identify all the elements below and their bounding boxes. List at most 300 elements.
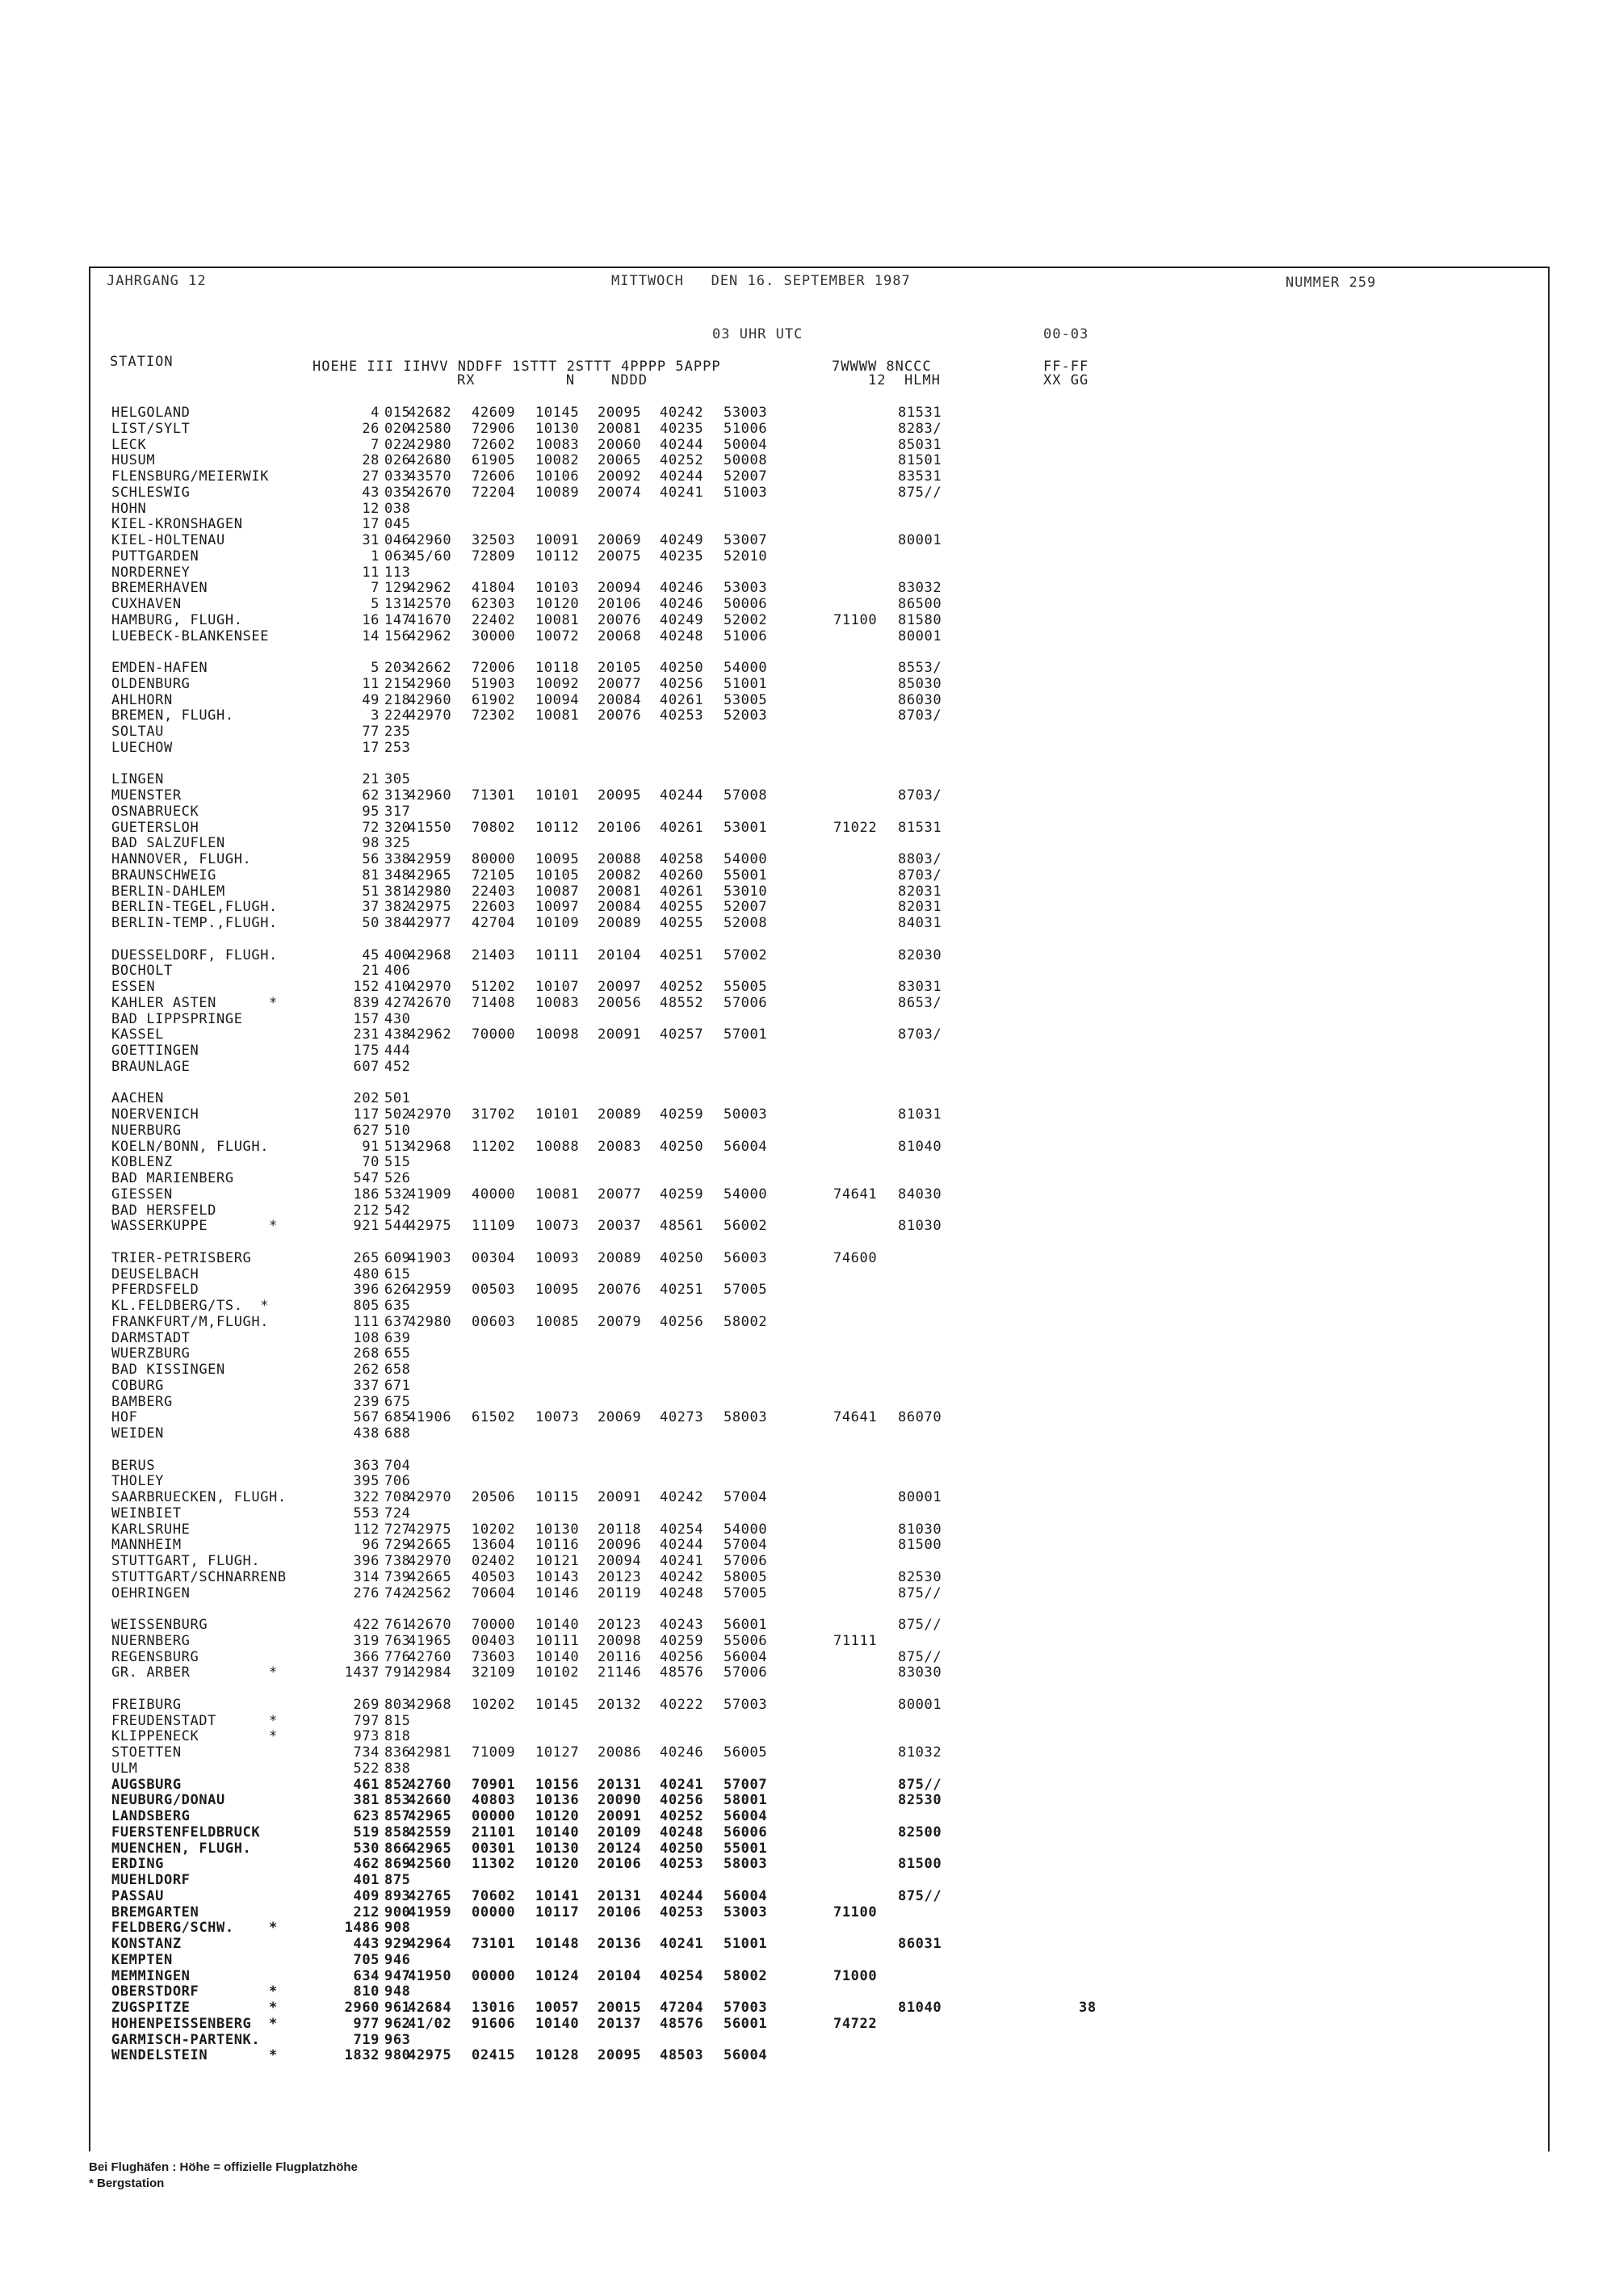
obs-value: 40255	[660, 915, 704, 931]
station-name: GOETTINGEN	[111, 1043, 199, 1059]
table-row	[100, 916, 1537, 932]
station-id: 526	[384, 1170, 411, 1186]
station-id: 382	[384, 899, 411, 916]
table-row	[100, 980, 1537, 996]
obs-value: 40251	[660, 947, 704, 963]
obs-value: 40261	[660, 691, 704, 708]
obs-value: 55006	[724, 1632, 768, 1649]
station-id: 724	[384, 1505, 411, 1522]
obs-value: 72302	[472, 707, 516, 724]
obs-value: 52003	[724, 707, 768, 724]
obs-value: 20075	[598, 548, 642, 565]
table-row	[100, 741, 1537, 757]
obs-value: 10145	[535, 405, 580, 421]
station-height: 2960	[344, 2000, 380, 2016]
obs-value: 10145	[535, 1696, 580, 1713]
table-row	[100, 1554, 1537, 1570]
station-id: 015	[384, 405, 411, 421]
station-name: HOHENPEISSENBERG *	[111, 2015, 278, 2032]
table-row	[100, 1107, 1537, 1123]
obs-value: 82030	[898, 947, 942, 963]
station-name: BREMGARTEN	[111, 1904, 199, 1920]
station-height: 28	[362, 452, 380, 469]
station-height: 438	[353, 1425, 380, 1442]
table-row	[100, 1315, 1537, 1331]
station-id: 738	[384, 1553, 411, 1569]
obs-value: 81501	[898, 452, 942, 469]
obs-value: 40252	[660, 979, 704, 995]
obs-value: 86030	[898, 691, 942, 708]
station-name: NUERBURG	[111, 1122, 182, 1139]
obs-value: 74641	[833, 1409, 878, 1426]
station-name: FREUDENSTADT *	[111, 1712, 278, 1729]
obs-value: 20131	[598, 1887, 642, 1904]
station-id: 704	[384, 1457, 411, 1474]
station-id: 063	[384, 548, 411, 565]
station-name: AACHEN	[111, 1090, 165, 1107]
obs-value: 57002	[724, 947, 768, 963]
station-height: 186	[353, 1186, 380, 1203]
obs-value: 21101	[472, 1824, 516, 1841]
station-id: 430	[384, 1010, 411, 1027]
station-height: 797	[353, 1712, 380, 1729]
station-height: 21	[362, 963, 380, 980]
obs-value: 42970	[408, 1106, 452, 1123]
obs-value: 70901	[472, 1776, 516, 1793]
obs-value: 40244	[660, 787, 704, 804]
table-row	[100, 1937, 1537, 1953]
obs-value: 20091	[598, 1489, 642, 1505]
obs-value: 42984	[408, 1664, 452, 1681]
obs-value: 85031	[898, 436, 942, 453]
table-row	[100, 1140, 1537, 1156]
table-row	[100, 2048, 1537, 2064]
obs-value: 86031	[898, 1936, 942, 1952]
obs-value: 71100	[833, 1904, 878, 1920]
obs-value: 20094	[598, 580, 642, 597]
table-row	[100, 1426, 1537, 1442]
obs-value: 10072	[535, 628, 580, 644]
obs-value: 20124	[598, 1840, 642, 1857]
obs-value: 10116	[535, 1537, 580, 1554]
obs-value: 50008	[724, 452, 768, 469]
obs-value: 20084	[598, 899, 642, 916]
obs-value: 71301	[472, 787, 516, 804]
station-height: 108	[353, 1329, 380, 1346]
station-name: BOCHOLT	[111, 963, 173, 980]
issue-number: NUMMER 259	[1286, 275, 1377, 291]
obs-value: 20106	[598, 1856, 642, 1873]
station-name: BAD LIPPSPRINGE	[111, 1010, 243, 1027]
obs-value: 20074	[598, 484, 642, 501]
station-height: 11	[362, 564, 380, 581]
obs-value: 42964	[408, 1936, 452, 1952]
report-date: MITTWOCH DEN 16. SEPTEMBER 1987	[611, 273, 911, 289]
obs-value: 00000	[472, 1904, 516, 1920]
obs-value: 22402	[472, 611, 516, 628]
obs-value: 42684	[408, 2000, 452, 2016]
obs-value: 8553/	[898, 660, 942, 676]
obs-value: 10111	[535, 1632, 580, 1649]
obs-value: 51003	[724, 484, 768, 501]
obs-value: 42975	[408, 1521, 452, 1538]
column-header-line1: HOEHE III IIHVV NDDFF 1STTT 2STTT 4PPPP 5APPP	[313, 359, 721, 375]
obs-value: 11202	[472, 1138, 516, 1155]
table-row	[100, 1522, 1537, 1538]
range-label: 00-03	[1043, 326, 1089, 342]
station-name: NUERNBERG	[111, 1632, 191, 1649]
station-id: 803	[384, 1696, 411, 1713]
obs-value: 56001	[724, 1617, 768, 1633]
obs-value: 20506	[472, 1489, 516, 1505]
obs-value: 81531	[898, 405, 942, 421]
obs-value: 42959	[408, 851, 452, 867]
obs-value: 20076	[598, 1282, 642, 1299]
station-id: 961	[384, 2000, 411, 2016]
obs-value: 56003	[724, 1249, 768, 1266]
station-name: BERLIN-TEMP.,FLUGH.	[111, 915, 278, 931]
table-row	[100, 1299, 1537, 1315]
obs-value: 40257	[660, 1026, 704, 1043]
obs-value: 50006	[724, 596, 768, 612]
obs-value: 42765	[408, 1887, 452, 1904]
station-height: 111	[353, 1313, 380, 1330]
station-name: KIEL-KRONSHAGEN	[111, 516, 243, 533]
obs-value: 84030	[898, 1186, 942, 1203]
obs-value: 51202	[472, 979, 516, 995]
station-name: FUERSTENFELDBRUCK	[111, 1824, 261, 1841]
station-id: 022	[384, 436, 411, 453]
station-height: 26	[362, 420, 380, 437]
obs-value: 86500	[898, 596, 942, 612]
station-name: PFERDSFELD	[111, 1282, 199, 1299]
station-name: GR. ARBER *	[111, 1664, 278, 1681]
obs-value: 40222	[660, 1696, 704, 1713]
obs-value: 84031	[898, 915, 942, 931]
station-height: 395	[353, 1473, 380, 1490]
obs-value: 10087	[535, 883, 580, 900]
station-height: 363	[353, 1457, 380, 1474]
table-row	[100, 565, 1537, 581]
station-id: 444	[384, 1043, 411, 1059]
station-name: AUGSBURG	[111, 1776, 182, 1793]
station-height: 480	[353, 1266, 380, 1282]
station-height: 268	[353, 1345, 380, 1362]
obs-value: 56002	[724, 1218, 768, 1235]
station-height: 810	[353, 1983, 380, 2000]
obs-value: 10073	[535, 1218, 580, 1235]
obs-value: 72006	[472, 660, 516, 676]
table-row	[100, 1793, 1537, 1809]
obs-value: 13604	[472, 1537, 516, 1554]
obs-value: 91606	[472, 2015, 516, 2032]
station-height: 4	[371, 405, 380, 421]
station-height: 14	[362, 628, 380, 644]
obs-value: 10130	[535, 1840, 580, 1857]
station-id: 313	[384, 787, 411, 804]
station-height: 337	[353, 1377, 380, 1394]
obs-value: 53003	[724, 405, 768, 421]
obs-value: 41670	[408, 611, 452, 628]
station-height: 276	[353, 1585, 380, 1601]
column-header-7w: 7WWWW 8NCCC	[832, 359, 932, 375]
station-name: SCHLESWIG	[111, 484, 191, 501]
obs-value: 42968	[408, 1138, 452, 1155]
station-id: 947	[384, 1967, 411, 1984]
obs-value: 80001	[898, 1696, 942, 1713]
table-row	[100, 788, 1537, 804]
station-name: FREIBURG	[111, 1696, 182, 1713]
station-name: NEUBURG/DONAU	[111, 1792, 225, 1809]
station-id: 046	[384, 532, 411, 548]
table-row	[100, 581, 1537, 597]
table-row	[100, 1076, 1537, 1092]
obs-value: 42980	[408, 436, 452, 453]
station-height: 366	[353, 1648, 380, 1665]
station-height: 322	[353, 1489, 380, 1505]
obs-value: 42680	[408, 452, 452, 469]
station-height: 157	[353, 1010, 380, 1027]
obs-value: 40254	[660, 1967, 704, 1984]
obs-value: 57004	[724, 1537, 768, 1554]
table-row	[100, 1171, 1537, 1187]
obs-value: 10109	[535, 915, 580, 931]
station-name: BAD SALZUFLEN	[111, 835, 225, 852]
obs-value: 20077	[598, 675, 642, 692]
obs-value: 10148	[535, 1936, 580, 1952]
station-name: LUECHOW	[111, 739, 173, 756]
table-row	[100, 1346, 1537, 1362]
station-id: 818	[384, 1728, 411, 1745]
station-id: 946	[384, 1951, 411, 1968]
station-id: 502	[384, 1106, 411, 1123]
station-id: 791	[384, 1664, 411, 1681]
table-row	[100, 1155, 1537, 1171]
obs-value: 72809	[472, 548, 516, 565]
station-id: 893	[384, 1887, 411, 1904]
station-name: STUTTGART/SCHNARRENB	[111, 1568, 287, 1585]
station-id: 129	[384, 580, 411, 597]
table-row	[100, 1331, 1537, 1347]
obs-value: 20082	[598, 867, 642, 884]
table-row	[100, 1379, 1537, 1395]
obs-value: 10106	[535, 468, 580, 485]
obs-value: 41909	[408, 1186, 452, 1203]
obs-value: 10120	[535, 1808, 580, 1824]
station-height: 705	[353, 1951, 380, 1968]
obs-value: 42559	[408, 1824, 452, 1841]
station-name: BERLIN-DAHLEM	[111, 883, 225, 900]
obs-value: 20106	[598, 596, 642, 612]
obs-value: 56005	[724, 1744, 768, 1761]
obs-value: 56004	[724, 1138, 768, 1155]
obs-value: 40241	[660, 1776, 704, 1793]
obs-value: 52007	[724, 899, 768, 916]
table-row	[100, 1219, 1537, 1235]
station-name: OLDENBURG	[111, 675, 191, 692]
table-row	[100, 1043, 1537, 1060]
obs-value: 20081	[598, 883, 642, 900]
obs-value: 20089	[598, 1249, 642, 1266]
station-id: 381	[384, 883, 411, 900]
obs-value: 10136	[535, 1792, 580, 1809]
obs-value: 875//	[898, 1585, 942, 1601]
obs-value: 57005	[724, 1585, 768, 1601]
station-height: 319	[353, 1632, 380, 1649]
station-name: LINGEN	[111, 771, 165, 788]
table-row	[100, 438, 1537, 454]
obs-value: 40246	[660, 596, 704, 612]
obs-value: 40243	[660, 1617, 704, 1633]
obs-value: 02402	[472, 1553, 516, 1569]
obs-value: 10092	[535, 675, 580, 692]
column-header-ff: FF-FF	[1043, 359, 1089, 375]
station-name: ESSEN	[111, 979, 156, 995]
station-name: MEMMINGEN	[111, 1967, 191, 1984]
obs-value: 10073	[535, 1409, 580, 1426]
table-row	[100, 1969, 1537, 1985]
obs-value: 22603	[472, 899, 516, 916]
obs-value: 10089	[535, 484, 580, 501]
obs-value: 81030	[898, 1521, 942, 1538]
obs-value: 10101	[535, 787, 580, 804]
obs-value: 40241	[660, 484, 704, 501]
obs-value: 71408	[472, 994, 516, 1011]
obs-value: 40246	[660, 580, 704, 597]
obs-value: 10112	[535, 819, 580, 836]
obs-value: 20104	[598, 947, 642, 963]
obs-value: 10112	[535, 548, 580, 565]
obs-value: 42968	[408, 1696, 452, 1713]
obs-value: 11302	[472, 1856, 516, 1873]
station-id: 253	[384, 739, 411, 756]
obs-value: 83030	[898, 1664, 942, 1681]
obs-value: 31702	[472, 1106, 516, 1123]
obs-value: 57003	[724, 1696, 768, 1713]
station-height: 443	[353, 1936, 380, 1952]
obs-value: 20105	[598, 660, 642, 676]
obs-value: 54000	[724, 851, 768, 867]
table-row	[100, 502, 1537, 518]
table-row	[100, 1123, 1537, 1140]
station-id: 147	[384, 611, 411, 628]
station-height: 1437	[344, 1664, 380, 1681]
station-height: 175	[353, 1043, 380, 1059]
obs-value: 20118	[598, 1521, 642, 1538]
station-name: HOF	[111, 1409, 138, 1426]
table-row	[100, 2033, 1537, 2049]
obs-value: 00304	[472, 1249, 516, 1266]
table-row	[100, 804, 1537, 821]
station-name: ULM	[111, 1760, 138, 1777]
table-row	[100, 1681, 1537, 1698]
obs-value: 40235	[660, 420, 704, 437]
station-name: REGENSBURG	[111, 1648, 199, 1665]
obs-value: 20104	[598, 1967, 642, 1984]
obs-value: 57008	[724, 787, 768, 804]
obs-value: 40000	[472, 1186, 516, 1203]
station-id: 020	[384, 420, 411, 437]
station-name: FLENSBURG/MEIERWIK	[111, 468, 270, 485]
obs-value: 20056	[598, 994, 642, 1011]
obs-value: 53005	[724, 691, 768, 708]
station-id: 510	[384, 1122, 411, 1139]
obs-value: 45/60	[408, 548, 452, 565]
obs-value: 42970	[408, 707, 452, 724]
obs-value: 42960	[408, 787, 452, 804]
obs-value: 10098	[535, 1026, 580, 1043]
obs-value: 40250	[660, 660, 704, 676]
obs-value: 40244	[660, 436, 704, 453]
station-height: 805	[353, 1298, 380, 1314]
station-height: 56	[362, 851, 380, 867]
obs-value: 54000	[724, 1186, 768, 1203]
table-row	[100, 677, 1537, 693]
obs-value: 875//	[898, 1648, 942, 1665]
station-name: KL.FELDBERG/TS. *	[111, 1298, 270, 1314]
station-name: LECK	[111, 436, 147, 453]
table-row	[100, 629, 1537, 645]
obs-value: 70802	[472, 819, 516, 836]
station-name: WEINBIET	[111, 1505, 182, 1522]
obs-value: 40260	[660, 867, 704, 884]
station-height: 553	[353, 1505, 380, 1522]
obs-value: 42580	[408, 420, 452, 437]
station-height: 5	[371, 660, 380, 676]
obs-value: 42560	[408, 1856, 452, 1873]
station-height: 98	[362, 835, 380, 852]
obs-value: 42975	[408, 899, 452, 916]
station-name: KEMPTEN	[111, 1951, 173, 1968]
obs-value: 53007	[724, 532, 768, 548]
station-id: 317	[384, 803, 411, 820]
station-id: 452	[384, 1058, 411, 1075]
station-name: BAD MARIENBERG	[111, 1170, 234, 1186]
station-name: PASSAU	[111, 1887, 165, 1904]
obs-value: 74600	[833, 1249, 878, 1266]
obs-value: 10143	[535, 1568, 580, 1585]
station-height: 212	[353, 1202, 380, 1219]
station-name: BREMERHAVEN	[111, 580, 208, 597]
obs-value: 48552	[660, 994, 704, 1011]
obs-value: 40248	[660, 628, 704, 644]
obs-value: 20037	[598, 1218, 642, 1235]
station-height: 16	[362, 611, 380, 628]
station-name: KOELN/BONN, FLUGH.	[111, 1138, 270, 1155]
station-name: MUENSTER	[111, 787, 182, 804]
obs-value: 42662	[408, 660, 452, 676]
obs-value: 40235	[660, 548, 704, 565]
obs-value: 20083	[598, 1138, 642, 1155]
obs-value: 10141	[535, 1887, 580, 1904]
obs-value: 40503	[472, 1568, 516, 1585]
table-row	[100, 644, 1537, 661]
obs-value: 58002	[724, 1313, 768, 1330]
obs-value: 20081	[598, 420, 642, 437]
obs-value: 51001	[724, 675, 768, 692]
obs-value: 42609	[472, 405, 516, 421]
station-id: 908	[384, 1920, 411, 1937]
obs-value: 20095	[598, 787, 642, 804]
table-row	[100, 1809, 1537, 1825]
obs-value: 8803/	[898, 851, 942, 867]
station-id: 544	[384, 1218, 411, 1235]
table-row	[100, 1282, 1537, 1299]
station-height: 921	[353, 1218, 380, 1235]
station-height: 27	[362, 468, 380, 485]
obs-value: 70604	[472, 1585, 516, 1601]
table-row	[100, 1889, 1537, 1905]
